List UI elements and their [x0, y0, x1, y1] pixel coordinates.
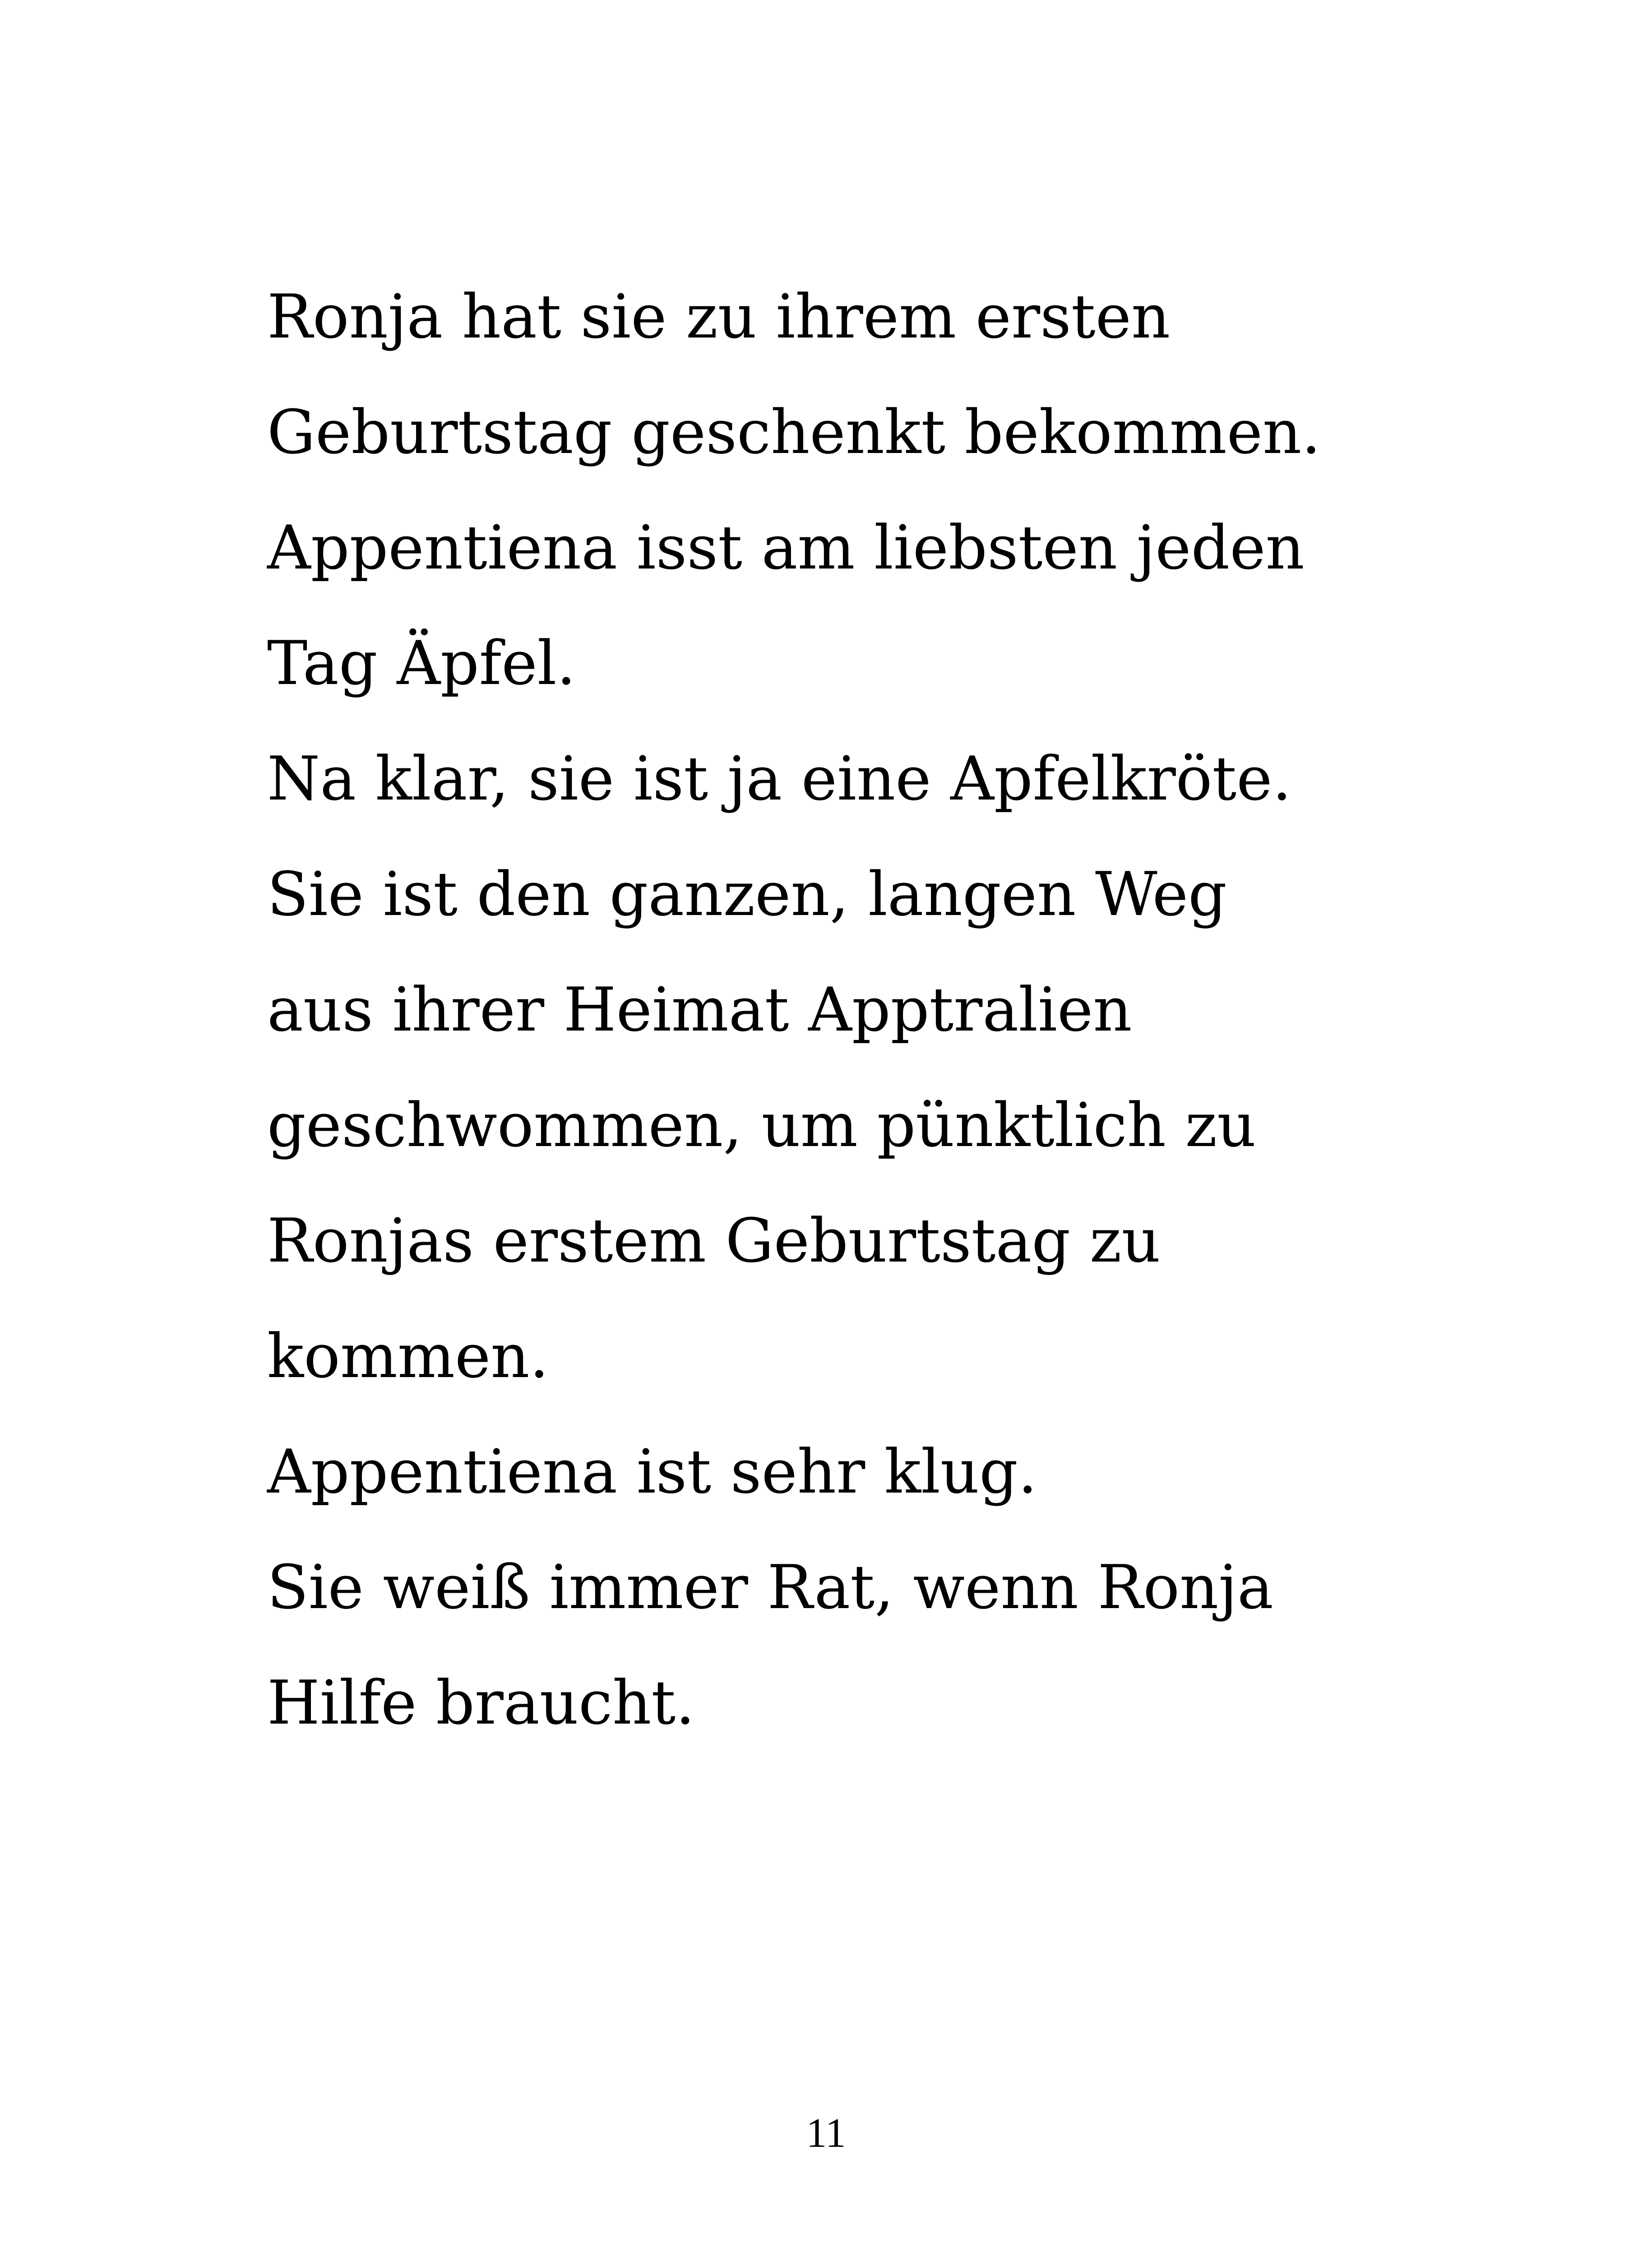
text-line: Appentiena ist sehr klug.	[267, 1437, 1037, 1507]
text-line: Appentiena isst am liebsten jeden	[267, 513, 1305, 583]
text-line: Geburtstag geschenkt bekommen.	[267, 397, 1321, 467]
story-text	[267, 259, 1440, 1761]
text-line: Sie weiß immer Rat, wenn Ronja	[267, 1552, 1273, 1623]
text-line: Na klar, sie ist ja eine Apfelkröte.	[267, 744, 1292, 814]
text-line: kommen.	[267, 1321, 549, 1392]
text-line: aus ihrer Heimat Apptralien	[267, 975, 1132, 1045]
text-line: Ronja hat sie zu ihrem ersten	[267, 282, 1171, 352]
text-line: Tag Äpfel.	[267, 628, 576, 698]
page-number: 11	[806, 2110, 846, 2156]
text-line: geschwommen, um pünktlich zu	[267, 1090, 1256, 1160]
text-line: Ronjas erstem Geburtstag zu	[267, 1206, 1161, 1276]
text-line: Hilfe braucht.	[267, 1668, 695, 1738]
text-line: Sie ist den ganzen, langen Weg	[267, 859, 1227, 929]
